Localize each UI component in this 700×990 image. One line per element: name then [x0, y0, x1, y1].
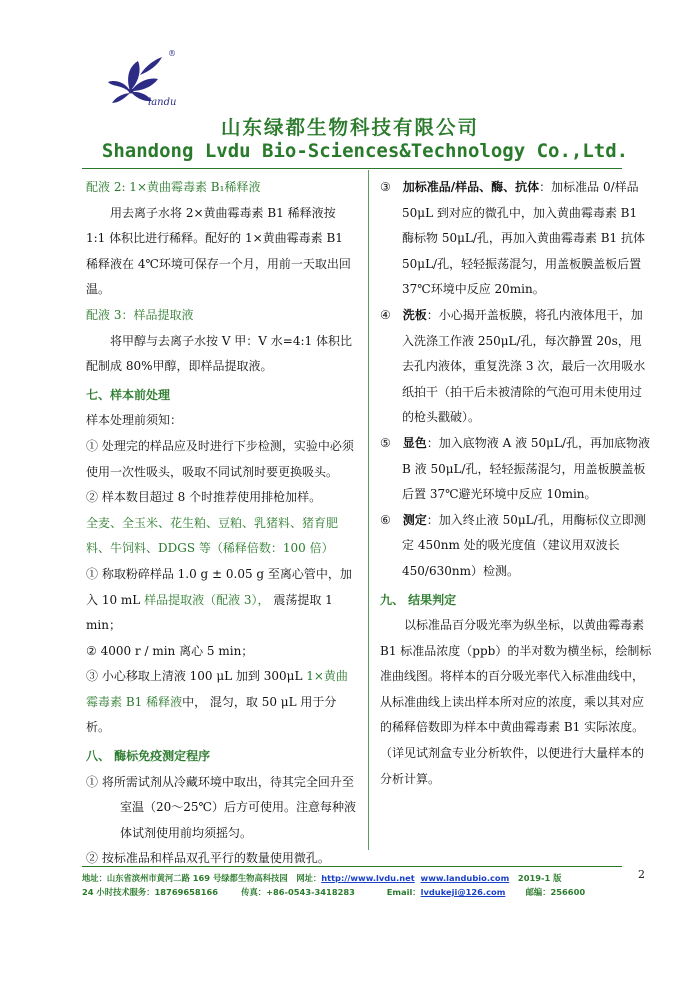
section-7-intro: 样本处理前须知： [86, 413, 183, 428]
footer-divider [82, 866, 622, 867]
section-7-heading: 七、样本前处理 [86, 387, 171, 402]
recipe-2-title: 配液 2: 1×黄曲霉毒素 B₁稀释液 [86, 180, 261, 194]
step-6-number: ⑥ [380, 512, 391, 527]
assay-step-2: ② 按标准品和样品双孔平行的数量使用微孔。 [86, 851, 330, 866]
footer-email-label: Email： [386, 887, 421, 897]
sample-types: 全麦、全玉米、花生粕、豆粕、乳猪料、猪育肥料、牛饲料、DDGS 等（稀释倍数：100 倍） [86, 515, 339, 556]
website-link-landubio[interactable]: www.landubio.com [420, 873, 510, 883]
footer-hotline: 24 小时技术服务：18769658166 [82, 887, 219, 897]
footer-fax: 传真：+86-0543-3418283 [241, 887, 355, 897]
pretreatment-step-3 [86, 664, 358, 741]
footer-website-label: 网址： [296, 873, 322, 883]
step-3-number: ③ [380, 180, 391, 194]
footer-line-2 [82, 886, 622, 898]
recipe-2-body: 用去离子水将 2×黄曲霉毒素 B1 稀释液按 1:1 体积比进行稀释。配好的 1×黄曲霉毒素 B1 稀释液在 4℃环境可保存一个月，用前一天取出回温。 [86, 205, 351, 297]
company-logo [108, 49, 188, 113]
section-8-heading: 八、 酶标免疫测定程序 [86, 749, 211, 764]
assay-step-5 [380, 431, 652, 508]
step-5-label: 显色 [402, 435, 427, 450]
step-4-number: ④ [380, 307, 391, 322]
footer-postcode: 邮编：256600 [525, 887, 586, 897]
assay-step-6 [380, 508, 652, 585]
assay-step-1: ① 将所需试剂从冷藏环境中取出，待其完全回升至室温（20～25℃）后方可使用。注意每种液体试剂使用前均须摇匀。 [86, 774, 356, 840]
footer-address: 地址：山东省滨州市黄河二路 169 号绿都生物高科技园 [82, 873, 288, 883]
left-column [86, 175, 358, 872]
column-divider [368, 170, 369, 850]
pretreatment-step-2: ② 4000 r / min 离心 5 min； [86, 643, 254, 658]
step-3-tail: 中， 混匀，取 50 μL 用于分析。 [86, 694, 337, 735]
company-name-cn: 山东绿都生物科技有限公司 [220, 116, 479, 139]
registered-mark: ® [168, 49, 176, 58]
page-number: 2 [638, 868, 645, 881]
company-name-en: Shandong Lvdu Bio-Sciences&Technology Co.,Ltd. [101, 140, 629, 162]
right-column [380, 175, 652, 792]
section-9-heading: 九、 结果判定 [380, 592, 457, 607]
step-5-body: ：加入底物液 A 液 50μL/孔，再加底物液 B 液 50μL/孔，轻轻振荡混匀，用盖板膜盖板后置 37℃避光环境中反应 10min。 [402, 435, 650, 502]
pretreatment-step-1 [86, 562, 358, 639]
step-3-text: ③ 小心移取上清液 100 μL 加到 300μL [86, 669, 307, 684]
assay-step-3 [380, 175, 652, 303]
section-7-note-1: ① 处理完的样品应及时进行下步检测，实验中必须使用一次性吸头，吸取不同试剂时要更换吸头。 [86, 438, 354, 479]
step-5-number: ⑤ [380, 435, 391, 450]
footer-line-1 [82, 872, 622, 884]
step-6-label: 测定 [402, 512, 427, 527]
step-1-tail: 震荡提取 1 min； [86, 592, 333, 633]
website-link-lvdu[interactable]: http://www.lvdu.net [321, 873, 415, 883]
step-3-body: ：加标准品 0/样品 50μL 到对应的微孔中，加入黄曲霉毒素 B1 酶标物 50μL/孔，再加入黄曲霉毒素 B1 抗体 50μL/孔，轻轻振荡混匀，用盖板膜盖板后置 37℃环境中反应 20min。 [402, 180, 645, 297]
step-6-body: ：加入终止液 50μL/孔，用酶标仪立即测定 450nm 处的吸光度值（建议用双波长 450/630nm）检测。 [402, 512, 646, 578]
result-judgement-body: 以标准品百分吸光率为纵坐标，以黄曲霉毒素 B1 标准品浓度（ppb）的半对数为横坐标，绘制标准曲线图。将样本的百分吸光率代入标准曲线中，从标准曲线上读出样本所对应的浓度，乘以其对应的稀释倍数即为样本中黄曲霉毒素 B1 实际浓度。（详见试剂盒专业分析软件，以便进行大量样本的分析计算。 [380, 618, 652, 786]
recipe-3-body: 将甲醇与去离子水按 V 甲：V 水=4:1 体积比配制成 80%甲醇，即样品提取液。 [86, 333, 352, 374]
step-3-label: 加标准品/样品、酶、抗体 [402, 180, 540, 194]
assay-step-4 [380, 303, 652, 431]
email-link[interactable]: lvdukeji@126.com [420, 887, 506, 897]
section-7-note-2: ② 样本数目超过 8 个时推荐使用排枪加样。 [86, 490, 322, 505]
step-4-body: ：小心揭开盖板膜，将孔内液体甩干，加入洗涤工作液 250μL/孔，每次静置 20s，甩去孔内液体，重复洗涤 3 次，最后一次用吸水纸拍干（拍干后未被清除的气泡可用未使用过的枪头戳破）。 [402, 307, 646, 425]
footer-version: 2019-1 版 [517, 873, 562, 883]
step-4-label: 洗板 [402, 307, 427, 322]
header-divider [82, 168, 622, 169]
step-1-text: ① 称取粉碎样品 1.0 g ± 0.05 g 至离心管中，加入 10 mL [86, 566, 352, 607]
step-1-reagent: 样品提取液（配液 3）， [144, 592, 270, 607]
recipe-3-title: 配液 3：样品提取液 [86, 307, 194, 322]
step-3-reagent: 1×黄曲霉毒素 B1 稀释液 [86, 669, 348, 709]
logo-text: landu [148, 97, 177, 108]
